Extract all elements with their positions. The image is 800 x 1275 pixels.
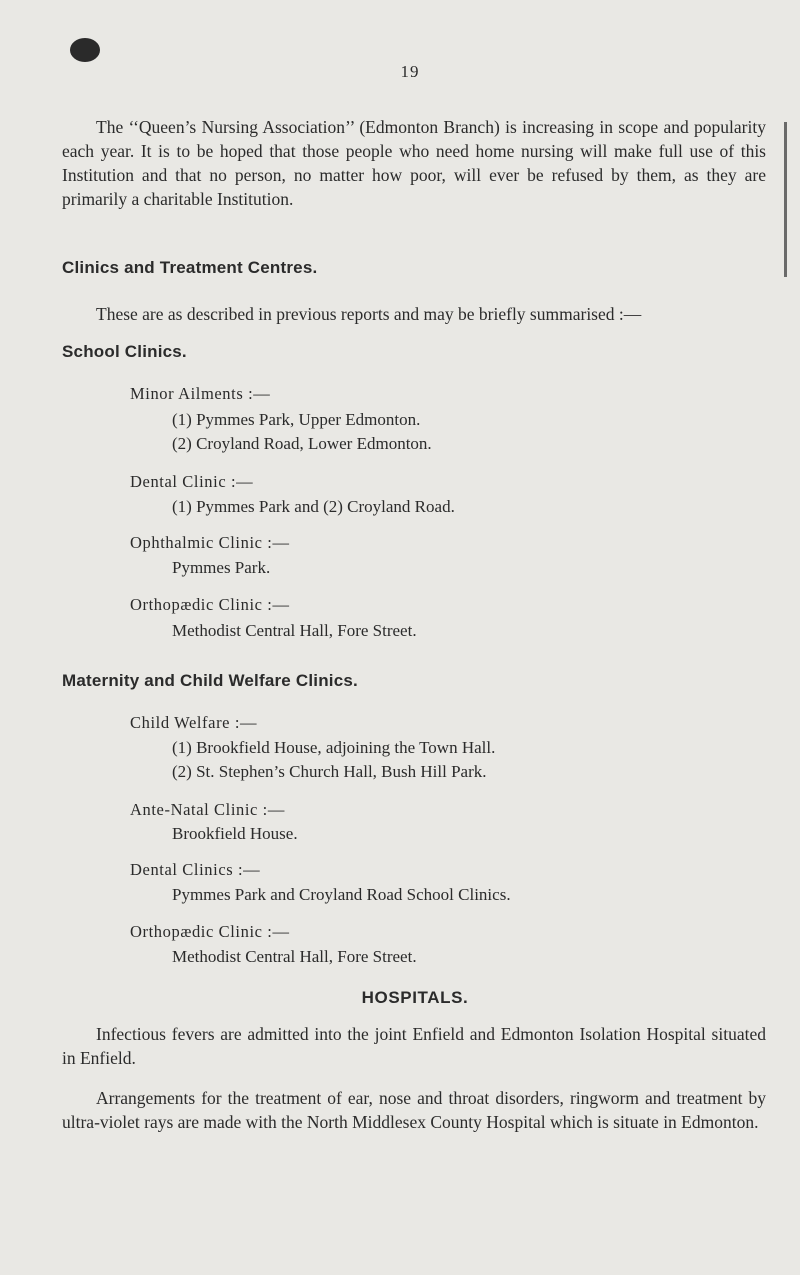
minor-ailments-item-2: (2) Croyland Road, Lower Edmonton. <box>172 434 432 453</box>
school-clinics-heading: School Clinics. <box>62 342 187 361</box>
child-welfare-item-1: (1) Brookfield House, adjoining the Town Hall. <box>172 738 496 757</box>
maternity-heading: Maternity and Child Welfare Clinics. <box>62 671 358 690</box>
maternity-orthopaedic-item: Methodist Central Hall, Fore Street. <box>172 947 417 966</box>
hospitals-paragraph-2: Arrangements for the treatment of ear, nose and throat disorders, ringworm and treatment by ultra-violet rays are made with the North Middlesex County Hospital which is situate in Edmonton. <box>62 1088 766 1132</box>
clinics-intro: These are as described in previous reports and may be briefly summarised :— <box>96 304 642 324</box>
ophthalmic-item: Pymmes Park. <box>172 558 271 577</box>
clinics-heading: Clinics and Treatment Centres. <box>62 258 318 277</box>
intro-paragraph: The ‘‘Queen’s Nursing Association’’ (Edmonton Branch) is increasing in scope and popularity each year. It is to be hoped that those people who need home nursing will make full use of this Institution and that no person, no matter how poor, will ever be refused by them, as they are primarily a charitable Institution. <box>62 117 766 209</box>
child-welfare-label: Child Welfare :— <box>130 713 258 732</box>
maternity-dental-item: Pymmes Park and Croyland Road School Clinics. <box>172 885 511 904</box>
hospitals-heading: HOSPITALS. <box>361 988 469 1007</box>
minor-ailments-label: Minor Ailments :— <box>130 384 271 403</box>
maternity-orthopaedic-label: Orthopædic Clinic :— <box>130 922 290 941</box>
school-dental-item: (1) Pymmes Park and (2) Croyland Road. <box>172 497 455 516</box>
hospitals-paragraph-1: Infectious fevers are admitted into the joint Enfield and Edmonton Isolation Hospital situated in Enfield. <box>62 1024 766 1068</box>
page-number: 19 <box>400 62 420 81</box>
punch-hole-mark <box>70 38 100 62</box>
ophthalmic-label: Ophthalmic Clinic :— <box>130 533 290 552</box>
minor-ailments-item-1: (1) Pymmes Park, Upper Edmonton. <box>172 410 421 429</box>
ante-natal-item: Brookfield House. <box>172 824 298 843</box>
maternity-dental-label: Dental Clinics :— <box>130 860 261 879</box>
ante-natal-label: Ante-Natal Clinic :— <box>130 800 285 819</box>
school-orthopaedic-item: Methodist Central Hall, Fore Street. <box>172 621 417 640</box>
school-dental-label: Dental Clinic :— <box>130 472 254 491</box>
school-orthopaedic-label: Orthopædic Clinic :— <box>130 595 290 614</box>
margin-mark <box>784 122 787 277</box>
child-welfare-item-2: (2) St. Stephen’s Church Hall, Bush Hill Park. <box>172 762 487 781</box>
